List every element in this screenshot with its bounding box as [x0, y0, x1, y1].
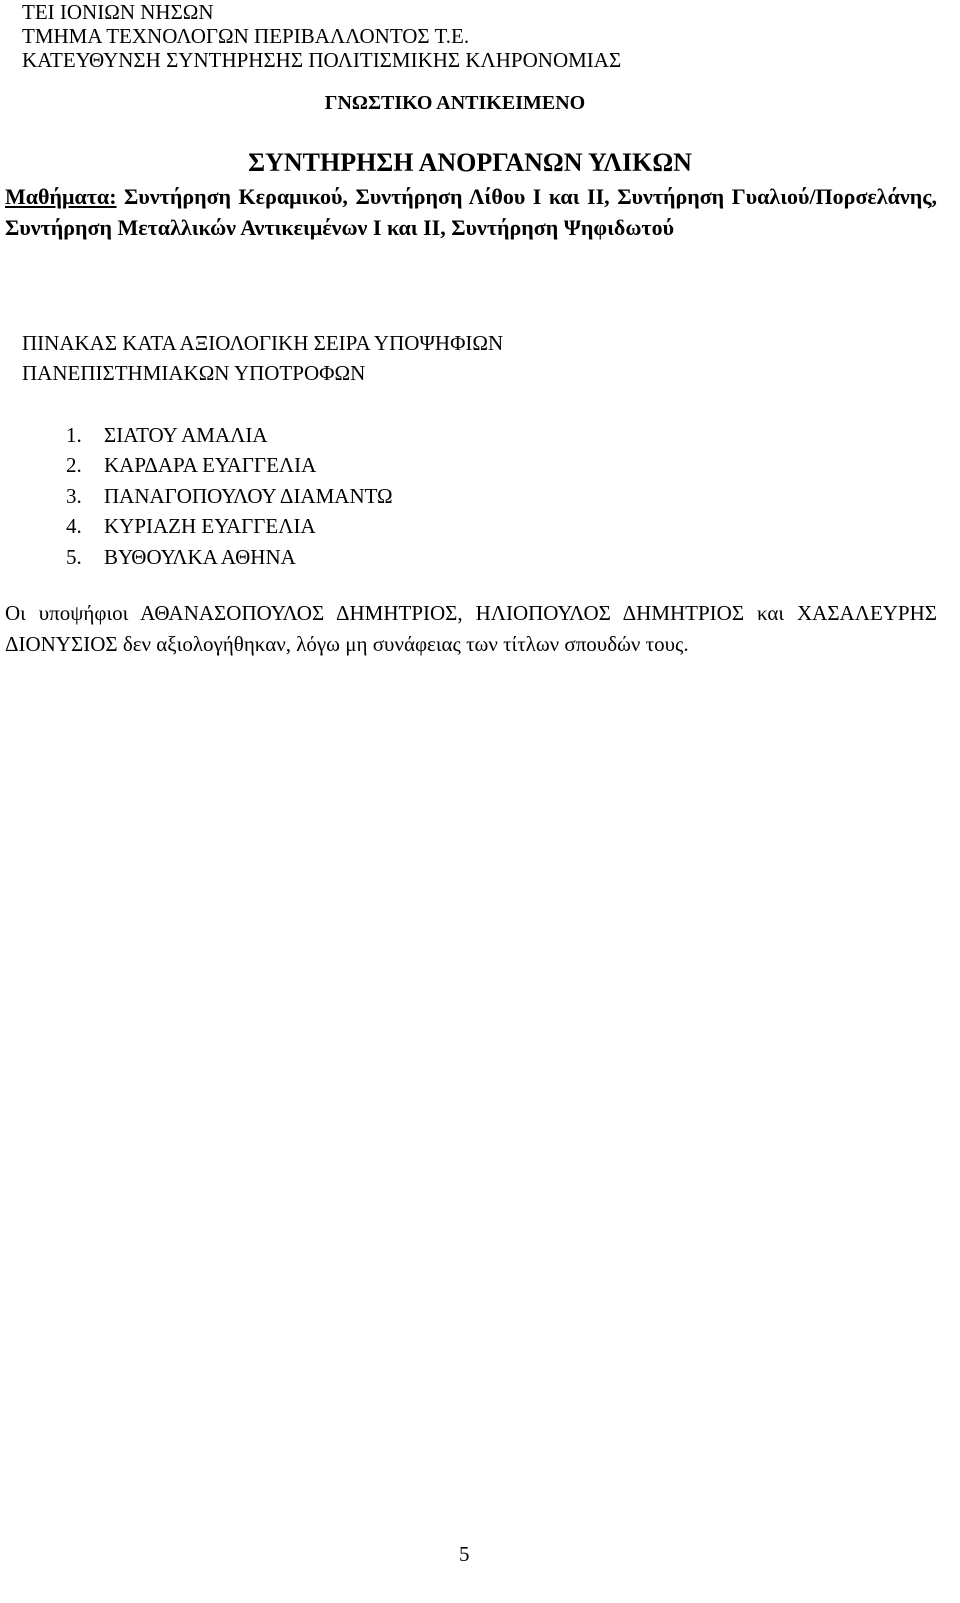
- rank-number: 2.: [66, 453, 82, 478]
- list-item: [66, 542, 393, 572]
- direction-name: ΚΑΤΕΥΘΥΝΣΗ ΣΥΝΤΗΡΗΣΗΣ ΠΟΛΙΤΙΣΜΙΚΗΣ ΚΛΗΡΟΝΟΜΙΑΣ: [22, 48, 622, 72]
- courses-paragraph: [5, 181, 937, 243]
- candidate-name: ΠΑΝΑΓΟΠΟΥΛΟΥ ΔΙΑΜΑΝΤΩ: [104, 483, 393, 508]
- courses-label: Μαθήματα:: [5, 184, 117, 209]
- candidate-ranking-list: [66, 420, 393, 572]
- page-number: 5: [459, 1542, 470, 1566]
- list-item: [66, 420, 393, 450]
- list-item: [66, 481, 393, 511]
- candidate-name: ΚΥΡΙΑΖΗ ΕΥΑΓΓΕΛΙΑ: [104, 514, 316, 539]
- rank-number: 1.: [66, 423, 82, 447]
- candidate-name: ΚΑΡΔΑΡΑ ΕΥΑΓΓΕΛΙΑ: [104, 453, 317, 478]
- ranking-heading-line2: ΠΑΝΕΠΙΣΤΗΜΙΑΚΩΝ ΥΠΟΤΡΟΦΩΝ: [22, 361, 366, 385]
- courses-text: Συντήρηση Κεραμικού, Συντήρηση Λίθου Ι και ΙΙ, Συντήρηση Γυαλιού/Πορσελάνης, Συντήρηση Μεταλλικών Αντικειμένων Ι και ΙΙ, Συντήρηση Ψηφιδωτού: [5, 184, 937, 240]
- subject-label: ΓΝΩΣΤΙΚΟ ΑΝΤΙΚΕΙΜΕΝΟ: [324, 92, 586, 114]
- excluded-candidates-note: Οι υποψήφιοι ΑΘΑΝΑΣΟΠΟΥΛΟΣ ΔΗΜΗΤΡΙΟΣ, ΗΛΙΟΠΟΥΛΟΣ ΔΗΜΗΤΡΙΟΣ και ΧΑΣΑΛΕΥΡΗΣ ΔΙΟΝΥΣΙΟΣ δεν αξιολογήθηκαν, λόγω μη συνάφειας των τίτλων σπουδών τους.: [5, 601, 937, 656]
- candidate-name: ΒΥΘΟΥΛΚΑ ΑΘΗΝΑ: [104, 544, 296, 569]
- rank-number: 3.: [66, 483, 82, 508]
- institution-name: ΤΕΙ ΙΟΝΙΩΝ ΝΗΣΩΝ: [22, 0, 214, 24]
- candidate-name: ΣΙΑΤΟΥ ΑΜΑΛΙΑ: [104, 423, 268, 447]
- subject-title: ΣΥΝΤΗΡΗΣΗ ΑΝΟΡΓΑΝΩΝ ΥΛΙΚΩΝ: [248, 148, 692, 177]
- rank-number: 5.: [66, 544, 82, 569]
- list-item: [66, 511, 393, 541]
- list-item: [66, 450, 393, 480]
- rank-number: 4.: [66, 514, 82, 539]
- ranking-heading-line1: ΠΙΝΑΚΑΣ ΚΑΤΑ ΑΞΙΟΛΟΓΙΚΗ ΣΕΙΡΑ ΥΠΟΨΗΦΙΩΝ: [22, 331, 504, 355]
- department-name: ΤΜΗΜΑ ΤΕΧΝΟΛΟΓΩΝ ΠΕΡΙΒΑΛΛΟΝΤΟΣ Τ.Ε.: [22, 24, 470, 48]
